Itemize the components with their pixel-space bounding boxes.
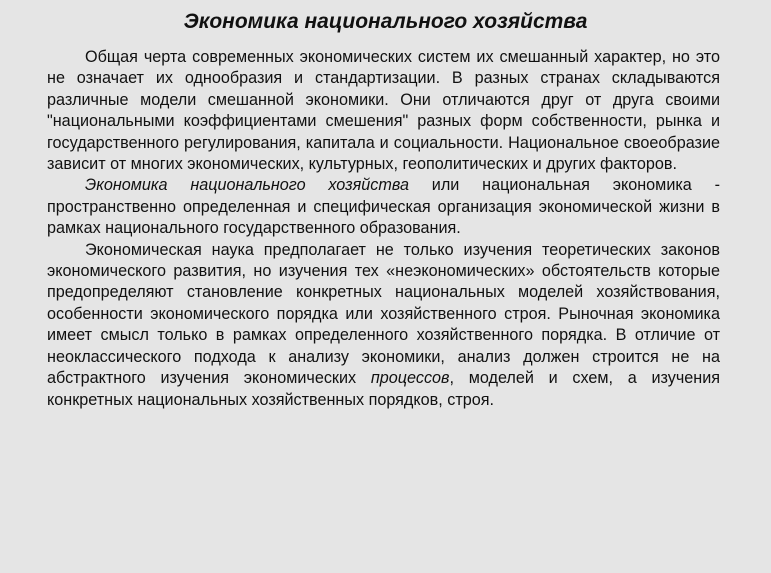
paragraph-2-text: или национальная экономика - пространственно определенная и специфическая организация экономической жизни в рамках национального государственного образования. xyxy=(47,176,720,238)
paragraph-1 xyxy=(47,47,720,175)
page-title: Экономика национального хозяйства xyxy=(183,10,588,33)
paragraph-3-text-after: , моделей и схем, а изучения конкретных национальных хозяйственных порядков, строя. xyxy=(47,369,720,409)
paragraph-3-text-before: Экономическая наука предполагает не только изучения теоретических законов экономического развития, но изучения тех «неэкономических» обстоятельств которые предопределяют становление конкретных национальных моделей хозяйствования, особенности экономического порядка или хозяйственного строя. Рыночная экономика имеет смысл только в рамках определенного хозяйственного порядка. В отличие от неоклассического подхода к анализу экономики, анализ должен строится не на абстрактного изучения экономических xyxy=(47,240,720,388)
body-text xyxy=(47,47,720,411)
paragraph-3 xyxy=(47,240,720,411)
paragraph-2-term: Экономика национального хозяйства xyxy=(85,176,409,195)
paragraph-1-text: Общая черта современных экономических систем их смешанный характер, но это не означает их однообразия и стандартизации. В разных странах складываются различные модели смешанной экономики. Они отличаются друг от друга своими "национальными коэффициентами смешения" разных форм собственности, рынка и государственного регулирования, капитала и социальности. Национальное своеобразие зависит от многих экономических, культурных, геополитических и других факторов. xyxy=(47,48,720,174)
paragraph-2 xyxy=(47,175,720,239)
paragraph-3-emphasis: процессов xyxy=(370,369,450,388)
